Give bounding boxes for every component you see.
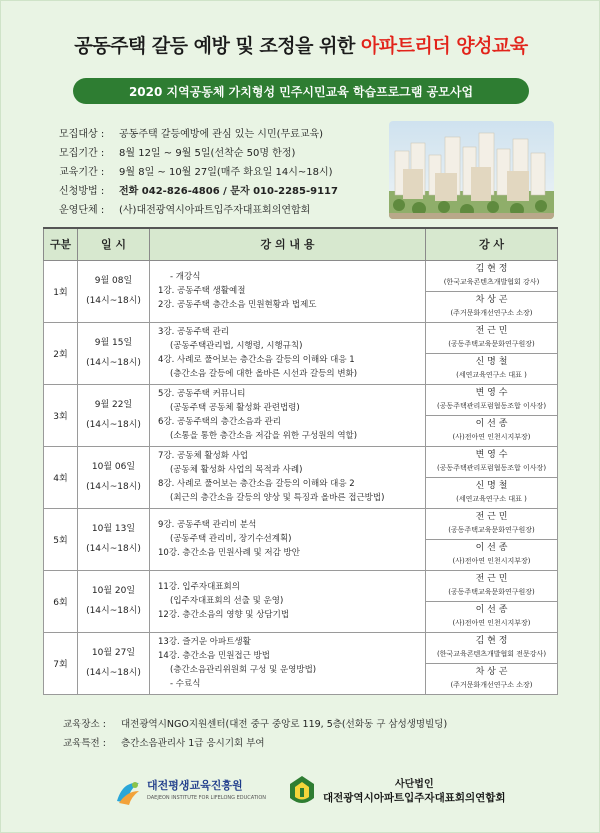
- info-label: 교육기간 :: [59, 167, 105, 178]
- lecturer-affiliation: (공동주택교육문화연구원장): [448, 525, 535, 534]
- info-value: 9월 8일 ~ 10월 27일(매주 화요일 14시~18시): [119, 167, 333, 178]
- lecturer-cell: [426, 508, 558, 539]
- lecturer-affiliation: (한국교육콘텐츠개발협회 강사): [443, 277, 540, 286]
- daejeon-lifelong-logo: [113, 775, 266, 809]
- lecturer-affiliation: (공동주택교육문화연구원장): [448, 587, 535, 596]
- session-date: 10월 27일: [91, 648, 136, 658]
- session-round: 5회: [44, 508, 78, 570]
- content-line: 10강. 층간소음 민원사례 및 저감 방안: [158, 548, 300, 558]
- session-time: (14시~18시): [86, 296, 141, 306]
- lecturer-affiliation: (공동주택관리포럼협동조합 이사장): [436, 463, 547, 472]
- session-date: 10월 13일: [91, 524, 136, 534]
- lecturer-name: 전 근 민: [475, 511, 508, 522]
- session-time: (14시~18시): [86, 420, 141, 430]
- content-line: 11강. 입주자대표회의: [158, 582, 240, 592]
- session-date-cell: [78, 260, 150, 322]
- info-block: [59, 125, 379, 220]
- lecturer-affiliation: (사)전아연 인천시지부장): [452, 618, 531, 627]
- info-value: 전화 042-826-4806 / 문자 010-2285-9117: [119, 186, 338, 197]
- info-label: 신청방법 :: [59, 186, 105, 197]
- right-logo-line2: 대전광역시아파트입주자대표회의연합회: [323, 791, 506, 804]
- session-time: (14시~18시): [86, 544, 141, 554]
- content-line: 14강. 층간소음 민원접근 방법: [158, 651, 270, 661]
- session-date: 9월 22일: [94, 400, 133, 410]
- table-row: [44, 446, 558, 477]
- lecturer-cell: [426, 415, 558, 446]
- left-logo-sub: DAEJEON INSTITUTE FOR LIFELONG EDUCATION: [147, 795, 266, 801]
- lecturer-name: 신 명 철: [475, 480, 508, 491]
- content-line: - 개강식: [170, 272, 201, 282]
- header-lecturer: 강 사: [426, 228, 558, 260]
- lecturer-name: 전 근 민: [475, 573, 508, 584]
- lecturer-name: 김 현 정: [475, 263, 508, 274]
- session-time: (14시~18시): [86, 358, 141, 368]
- lecturer-name: 전 근 민: [475, 325, 508, 336]
- info-value: (사)대전광역시아파트입주자대표회의연합회: [119, 205, 311, 216]
- lecturer-cell: [426, 663, 558, 694]
- content-line: 1강. 공동주택 생활예절: [158, 286, 246, 296]
- content-line: (층간소음 갈등에 대한 올바른 시선과 갈등의 변화): [170, 369, 358, 379]
- session-round: 7회: [44, 632, 78, 694]
- session-date: 9월 15일: [94, 338, 133, 348]
- session-content: [150, 322, 426, 384]
- header-date: 일 시: [78, 228, 150, 260]
- lecturer-cell: [426, 570, 558, 601]
- lecturer-name: 신 명 철: [475, 356, 508, 367]
- content-line: (최근의 층간소음 갈등의 양상 및 특징과 올바른 접근방법): [170, 493, 385, 503]
- lecturer-affiliation: (주거문화개선연구소 소장): [450, 680, 533, 689]
- content-line: 9강. 공동주택 관리비 분석: [158, 520, 257, 530]
- lecturer-name: 변 영 수: [475, 387, 508, 398]
- session-content: [150, 632, 426, 694]
- footer-row: [63, 734, 563, 753]
- session-date: 10월 06일: [91, 462, 136, 472]
- table-header-row: [44, 228, 558, 260]
- lecturer-name: 차 상 곤: [475, 666, 508, 677]
- lecturer-name: 이 선 종: [475, 542, 508, 553]
- session-content: [150, 570, 426, 632]
- left-logo-name: 대전평생교육진흥원: [147, 779, 243, 792]
- content-line: (공동주택관리법, 시행령, 시행규칙): [170, 341, 303, 351]
- lecturer-affiliation: (공동주택교육문화연구원장): [448, 339, 535, 348]
- content-line: 12강. 층간소음의 영향 및 상담기법: [158, 610, 290, 620]
- table-row: [44, 384, 558, 415]
- session-time: (14시~18시): [86, 482, 141, 492]
- lecturer-affiliation: (공동주택관리포럼협동조합 이사장): [436, 401, 547, 410]
- session-date: 9월 08일: [94, 276, 133, 286]
- lecturer-affiliation: (한국교육콘텐츠개발협회 전문강사): [436, 649, 547, 658]
- content-line: 3강. 공동주택 관리: [158, 327, 229, 337]
- session-content: [150, 446, 426, 508]
- session-date: 10월 20일: [91, 586, 136, 596]
- session-time: (14시~18시): [86, 668, 141, 678]
- header-content: 강 의 내 용: [150, 228, 426, 260]
- session-round: 3회: [44, 384, 78, 446]
- content-line: 5강. 공동주택 커뮤니티: [158, 389, 246, 399]
- lecturer-affiliation: (주거문화개선연구소 소장): [450, 308, 533, 317]
- lecturer-cell: [426, 353, 558, 384]
- content-line: (입주자대표회의 선출 및 운영): [170, 596, 284, 606]
- page-title: [1, 31, 600, 58]
- schedule-table: [43, 227, 558, 695]
- lecturer-cell: [426, 539, 558, 570]
- content-line: 13강. 즐거운 아파트생활: [158, 637, 251, 647]
- content-line: 7강. 공동체 활성화 사업: [158, 451, 249, 461]
- info-value: 8월 12일 ~ 9월 5일(선착순 50명 한정): [119, 148, 296, 159]
- lecturer-name: 이 선 종: [475, 418, 508, 429]
- info-row: [59, 125, 379, 144]
- content-line: (층간소음관리위원회 구성 및 운영방법): [170, 665, 317, 675]
- table-row: [44, 260, 558, 291]
- content-line: 8강. 사례로 풀어보는 층간소음 갈등의 이해와 대응 2: [158, 479, 355, 489]
- session-time: (14시~18시): [86, 606, 141, 616]
- session-round: 4회: [44, 446, 78, 508]
- header-round: 구분: [44, 228, 78, 260]
- footer-info: [63, 715, 563, 753]
- content-line: (공동주택 공동체 활성화 관련법령): [170, 403, 300, 413]
- session-round: 6회: [44, 570, 78, 632]
- apartment-photo: [389, 121, 554, 219]
- title-part1: 공동주택 갈등 예방 및 조정을 위한: [74, 35, 355, 57]
- info-row: [59, 201, 379, 220]
- content-line: (소통을 통한 층간소음 저감을 위한 구성원의 역할): [170, 431, 358, 441]
- lecturer-affiliation: (세연교육연구소 대표 ): [456, 494, 527, 503]
- apartment-federation-logo: [287, 773, 506, 809]
- lecturer-cell: [426, 601, 558, 632]
- lecturer-name: 이 선 종: [475, 604, 508, 615]
- session-date-cell: [78, 384, 150, 446]
- footer-row: [63, 715, 563, 734]
- session-content: [150, 508, 426, 570]
- session-round: 1회: [44, 260, 78, 322]
- info-label: 모집대상 :: [59, 129, 105, 140]
- lecturer-affiliation: (세연교육연구소 대표 ): [456, 370, 527, 379]
- subtitle-banner: [73, 78, 529, 104]
- table-row: [44, 570, 558, 601]
- title-part2: 아파트리더 양성교육: [360, 35, 528, 57]
- session-date-cell: [78, 632, 150, 694]
- content-line: - 수료식: [170, 679, 201, 689]
- session-date-cell: [78, 570, 150, 632]
- info-row: [59, 182, 379, 201]
- content-line: 2강. 공동주택 층간소음 민원현황과 법제도: [158, 300, 317, 310]
- lecturer-cell: [426, 384, 558, 415]
- content-line: 4강. 사례로 풀어보는 층간소음 갈등의 이해와 대응 1: [158, 355, 355, 365]
- table-row: [44, 508, 558, 539]
- info-label: 모집기간 :: [59, 148, 105, 159]
- lecturer-cell: [426, 477, 558, 508]
- content-line: (공동주택 관리비, 장기수선계획): [170, 534, 292, 544]
- session-round: 2회: [44, 322, 78, 384]
- lecturer-name: 변 영 수: [475, 449, 508, 460]
- info-value: 공동주택 갈등예방에 관심 있는 시민(무료교육): [119, 129, 324, 140]
- session-date-cell: [78, 322, 150, 384]
- table-row: [44, 322, 558, 353]
- subtitle-text: 2020 지역공동체 가치형성 민주시민교육 학습프로그램 공모사업: [128, 84, 474, 99]
- lecturer-name: 차 상 곤: [475, 294, 508, 305]
- lecturer-cell: [426, 260, 558, 291]
- lecturer-cell: [426, 446, 558, 477]
- footer-label: 교육장소 :: [63, 719, 106, 730]
- session-content: [150, 260, 426, 322]
- lecturer-affiliation: (사)전아연 인천시지부장): [452, 556, 531, 565]
- info-label: 운영단체 :: [59, 205, 105, 216]
- table-row: [44, 632, 558, 663]
- footer-value: 층간소음관리사 1급 응시기회 부여: [121, 738, 265, 749]
- footer-label: 교육특전 :: [63, 738, 106, 749]
- info-row: [59, 144, 379, 163]
- lecturer-cell: [426, 322, 558, 353]
- session-date-cell: [78, 508, 150, 570]
- session-date-cell: [78, 446, 150, 508]
- lecturer-affiliation: (사)전아연 인천시지부장): [452, 432, 531, 441]
- content-line: (공동체 활성화 사업의 목적과 사례): [170, 465, 303, 475]
- right-logo-line1: 사단법인: [394, 778, 434, 790]
- lecturer-cell: [426, 291, 558, 322]
- session-content: [150, 384, 426, 446]
- lecturer-name: 김 현 정: [475, 635, 508, 646]
- info-row: [59, 163, 379, 182]
- apartment-illustration: [389, 121, 554, 219]
- lifelong-emblem-icon: [113, 777, 143, 807]
- footer-value: 대전광역시NGO지원센터(대전 중구 중앙로 119, 5층(선화동 구 삼성생명빌딩): [121, 719, 448, 730]
- lecturer-cell: [426, 632, 558, 663]
- content-line: 6강. 공동주택의 층간소음과 관리: [158, 417, 281, 427]
- federation-emblem-icon: [287, 774, 317, 808]
